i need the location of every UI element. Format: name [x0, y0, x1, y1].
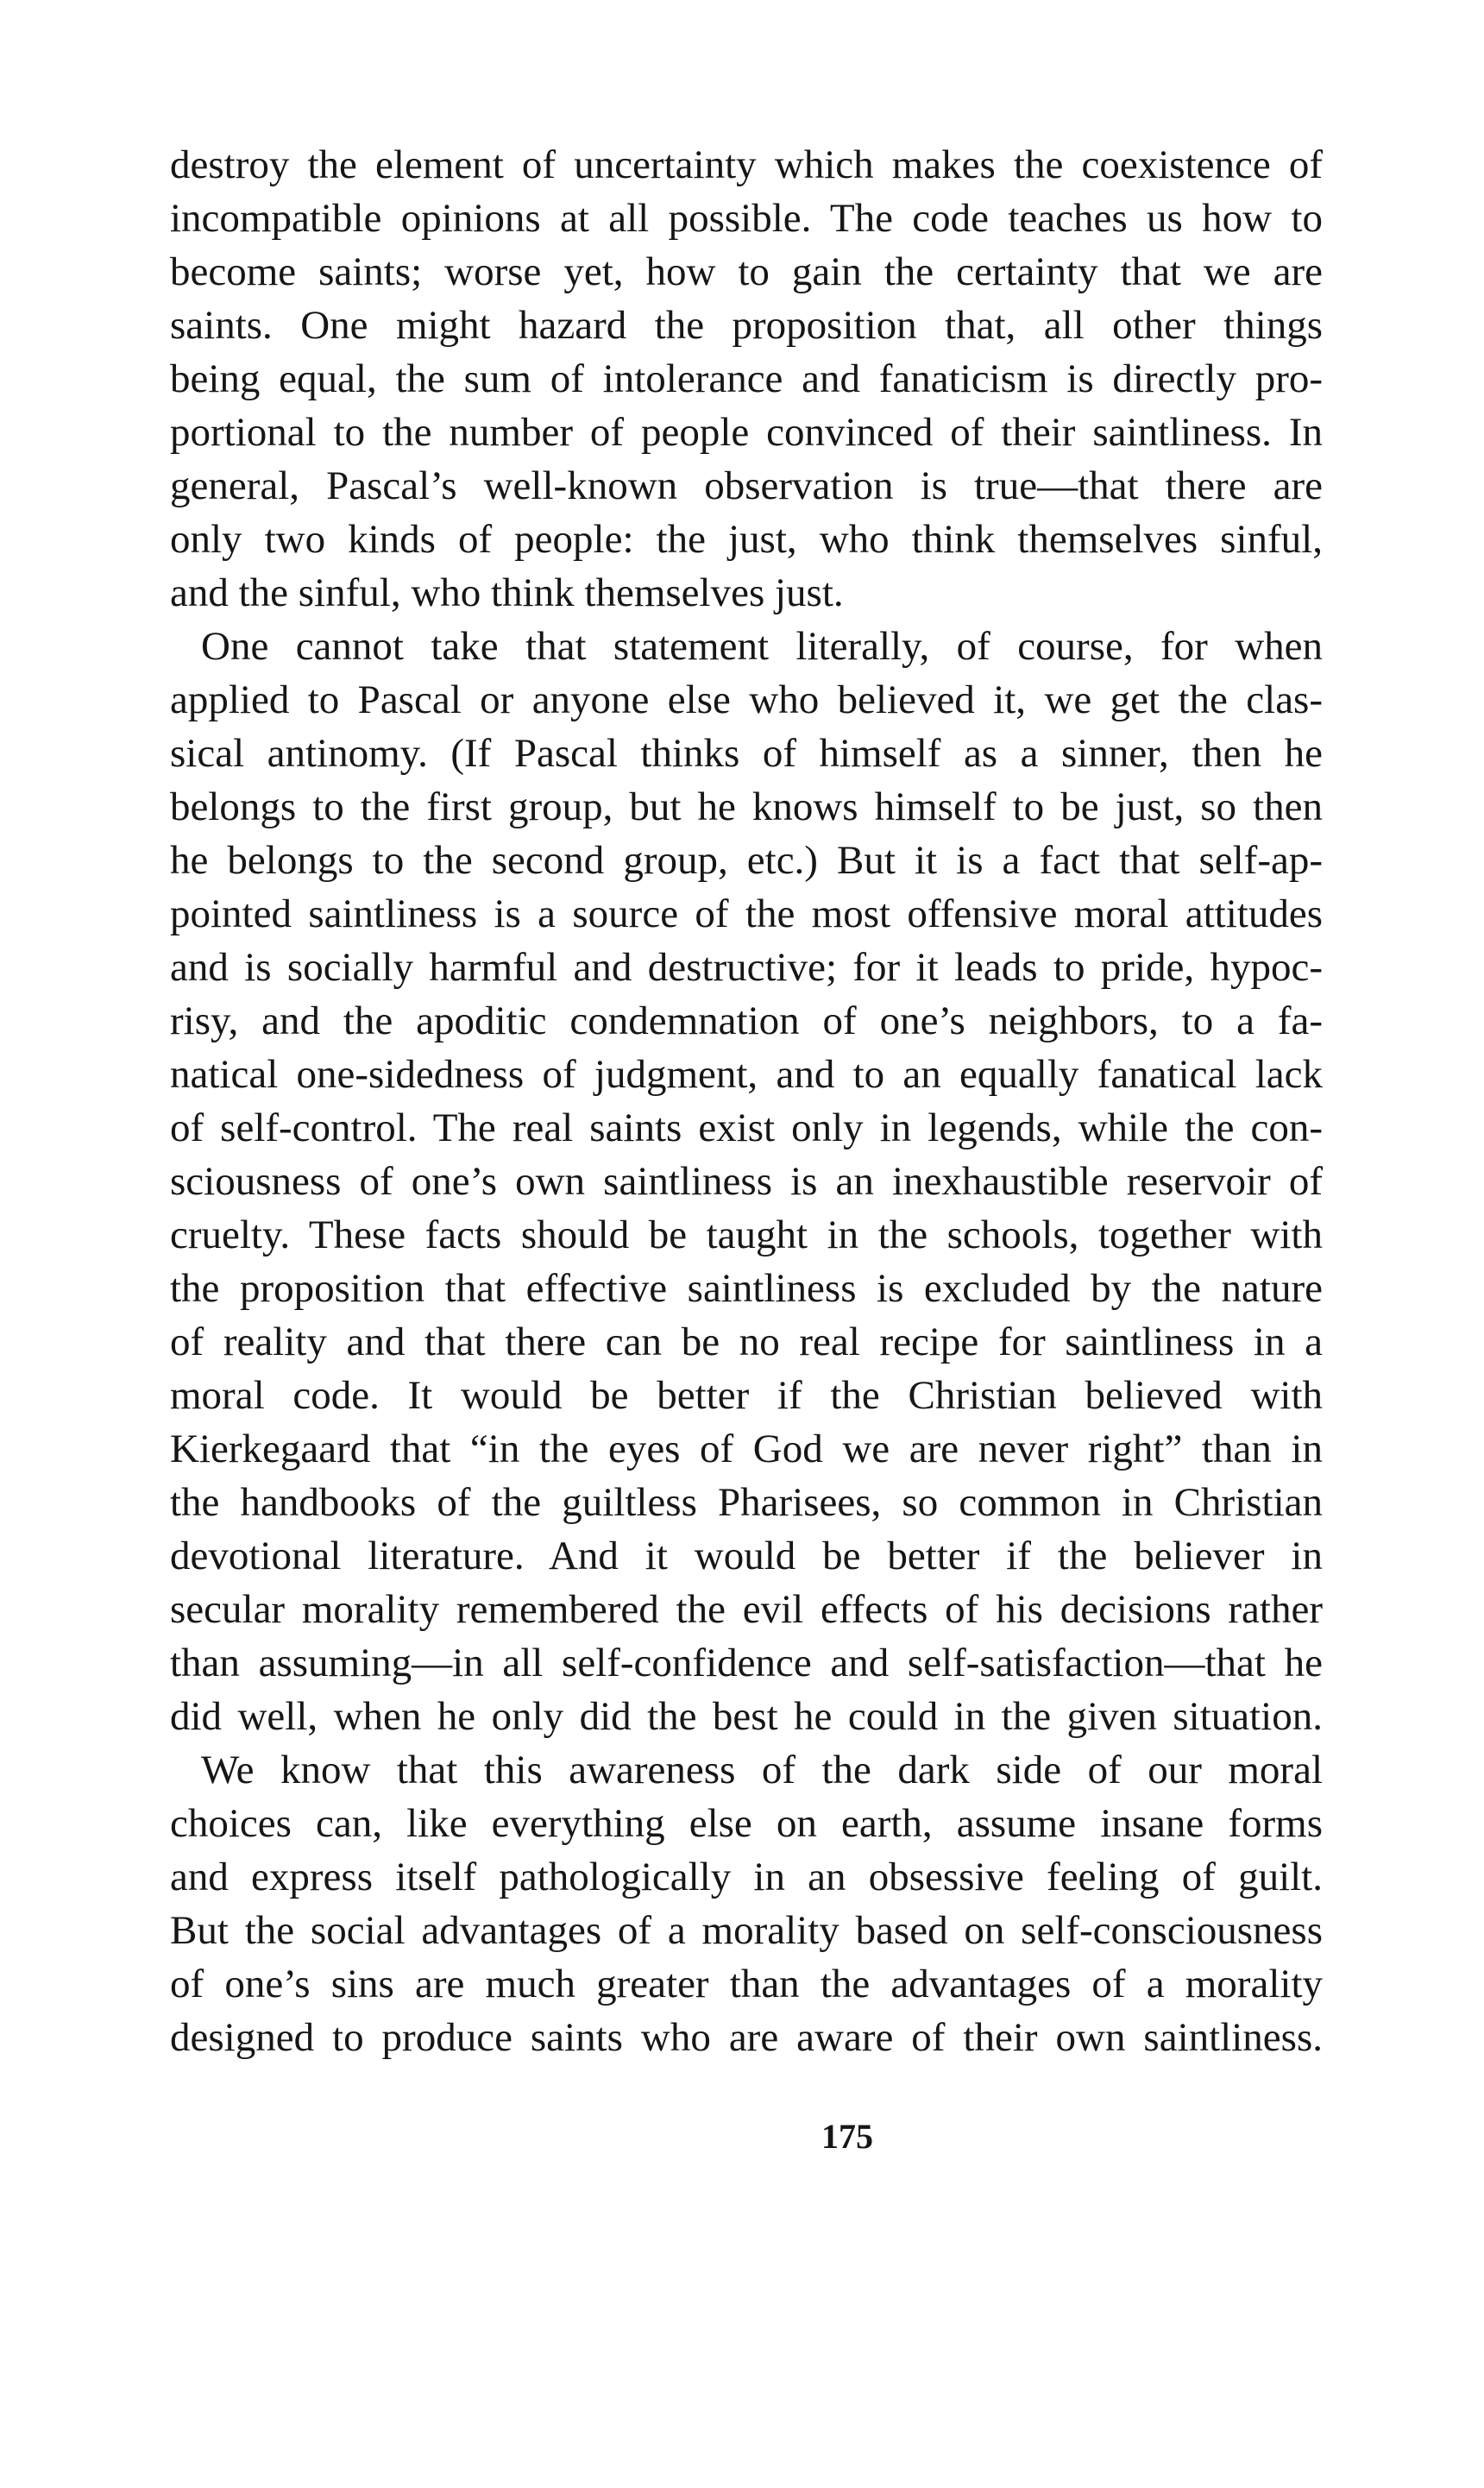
page-number: 175	[821, 2117, 873, 2156]
text-line: sciousness of one’s own saintliness is an inexhaustible reservoir of	[170, 1159, 1323, 1204]
text-line: and express itself pathologically in an obsessive feeling of guilt.	[170, 1855, 1323, 1899]
text-line: become saints; worse yet, how to gain the certainty that we are	[170, 249, 1323, 294]
text-line: the handbooks of the guiltless Pharisees, so common in Christian	[170, 1480, 1323, 1525]
text-line: and the sinful, who think themselves just.	[170, 570, 844, 615]
text-line: portional to the number of people convinced of their saintliness. In	[170, 410, 1323, 455]
text-line: moral code. It would be better if the Christian believed with	[170, 1373, 1323, 1418]
text-line: of one’s sins are much greater than the advantages of a morality	[170, 1962, 1323, 2006]
text-line: saints. One might hazard the proposition that, all other things	[170, 303, 1323, 348]
text-line: he belongs to the second group, etc.) But it is a fact that self-ap-	[170, 838, 1323, 883]
text-line: We know that this awareness of the dark side of our moral	[201, 1748, 1323, 1792]
text-line: of reality and that there can be no real recipe for saintliness in a	[170, 1320, 1323, 1364]
text-line: pointed saintliness is a source of the most offensive moral attitudes	[170, 891, 1323, 936]
text-line: One cannot take that statement literally, of course, for when	[201, 624, 1323, 669]
text-line: destroy the element of uncertainty which makes the coexistence of	[170, 142, 1323, 187]
text-line: of self-control. The real saints exist only in legends, while the con-	[170, 1105, 1323, 1150]
text-line: cruelty. These facts should be taught in the schools, together with	[170, 1213, 1323, 1257]
text-line: secular morality remembered the evil effects of his decisions rather	[170, 1587, 1323, 1632]
text-line: sical antinomy. (If Pascal thinks of himself as a sinner, then he	[170, 731, 1323, 776]
text-line: did well, when he only did the best he could in the given situation.	[170, 1694, 1323, 1739]
text-line: only two kinds of people: the just, who think themselves sinful,	[170, 517, 1323, 562]
text-line: choices can, like everything else on earth, assume insane forms	[170, 1801, 1323, 1846]
text-line: risy, and the apoditic condemnation of one’s neighbors, to a fa-	[170, 998, 1323, 1043]
text-line: designed to produce saints who are aware of their own saintliness.	[170, 2015, 1323, 2060]
text-line: than assuming—in all self-confidence and self-satisfaction—that he	[170, 1641, 1323, 1685]
text-line: belongs to the first group, but he knows himself to be just, so then	[170, 784, 1323, 829]
body-text	[170, 138, 1323, 2064]
text-line: the proposition that effective saintliness is excluded by the nature	[170, 1266, 1323, 1311]
text-line: general, Pascal’s well-known observation is true—that there are	[170, 463, 1323, 508]
text-line: natical one-sidedness of judgment, and to an equally fanatical lack	[170, 1052, 1323, 1097]
text-line: But the social advantages of a morality based on self-consciousness	[170, 1908, 1323, 1953]
text-line: Kierkegaard that “in the eyes of God we are never right” than in	[170, 1427, 1323, 1471]
text-line: and is socially harmful and destructive; for it leads to pride, hypoc-	[170, 945, 1323, 990]
text-line: incompatible opinions at all possible. The code teaches us how to	[170, 196, 1323, 241]
text-line: devotional literature. And it would be better if the believer in	[170, 1534, 1323, 1578]
text-line: being equal, the sum of intolerance and fanaticism is directly pro-	[170, 356, 1323, 401]
text-line: applied to Pascal or anyone else who believed it, we get the clas-	[170, 677, 1323, 722]
